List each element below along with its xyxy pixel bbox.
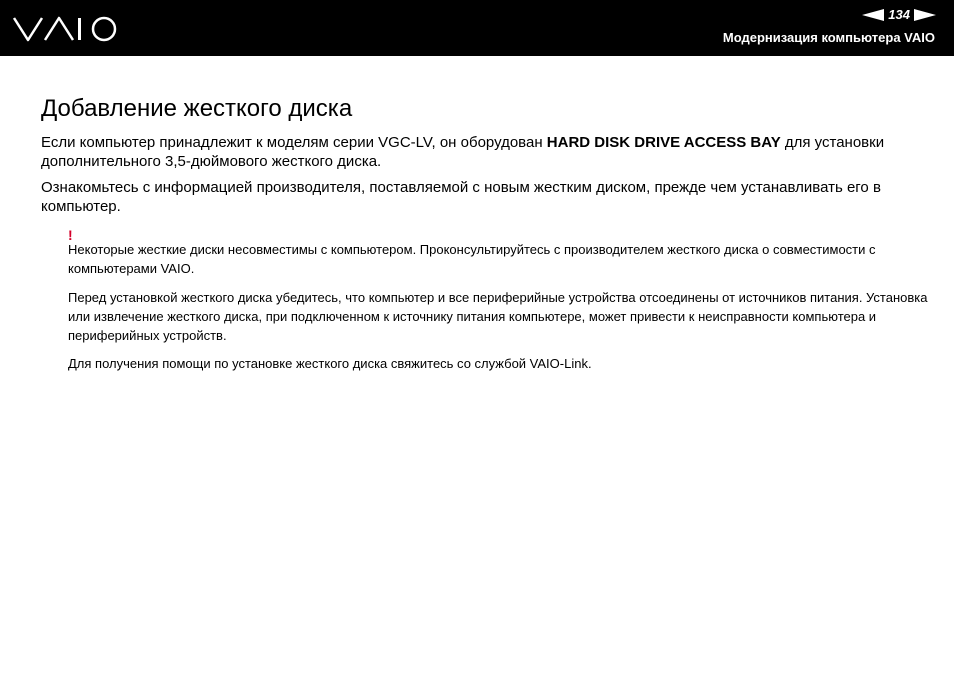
bay-name: HARD DISK DRIVE ACCESS BAY	[546, 134, 781, 151]
page-number: 134	[888, 7, 910, 22]
compatibility-note: Некоторые жесткие диски несовместимы с компьютером. Проконсультируйтесь с производителем жесткого диска о совместимости с компьютерами VAIO.	[68, 242, 876, 276]
intro-paragraph	[41, 133, 921, 171]
page-title: Добавление жесткого диска	[41, 95, 353, 122]
left-arrow-icon[interactable]	[862, 9, 884, 21]
power-disconnect-note: Перед установкой жесткого диска убедитесь, что компьютер и все периферийные устройства отсоединены от источников питания. Установка или извлечение жесткого диска, при подключенном к источнику питания компьютере, может привести к неисправности компьютера и периферийных устройств.	[68, 290, 928, 343]
right-arrow-icon[interactable]	[914, 9, 936, 21]
intro-text-end: для установки дополнительного 3,5-дюймового жесткого диска.	[41, 134, 885, 170]
manufacturer-info-paragraph: Ознакомьтесь с информацией производителя, поставляемой с новым жестким диском, прежде чем устанавливать его в компьютер.	[41, 179, 881, 215]
section-title: Модернизация компьютера VAIO	[722, 30, 935, 45]
vaio-link-note: Для получения помощи по установке жесткого диска свяжитесь со службой VAIO-Link.	[68, 356, 592, 371]
intro-text-start: Если компьютер принадлежит к моделям серии VGC-LV, он оборудован	[41, 134, 547, 151]
page-header	[0, 0, 954, 56]
page-navigation	[862, 7, 936, 23]
exclamation-icon: !	[68, 227, 73, 243]
vaio-logo	[12, 15, 120, 43]
